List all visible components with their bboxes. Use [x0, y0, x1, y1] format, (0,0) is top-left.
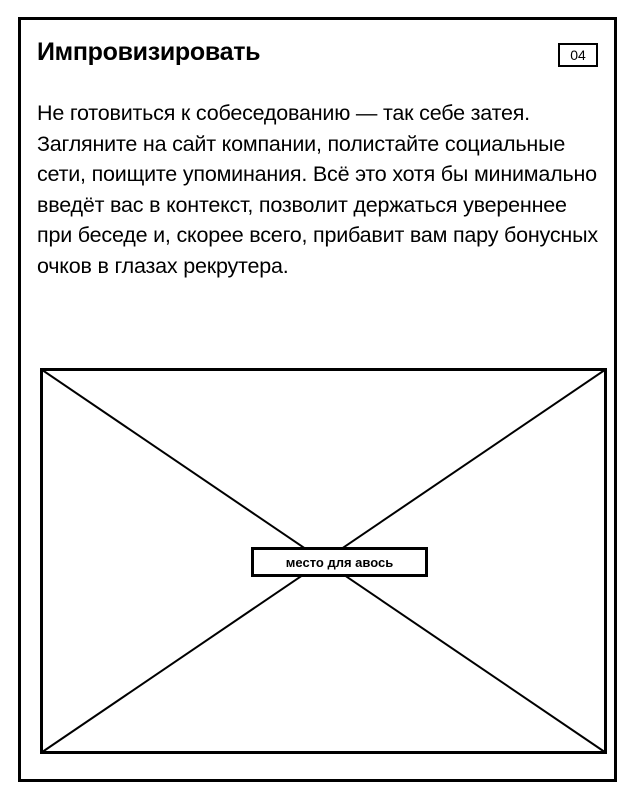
placeholder-label: место для авось: [251, 547, 428, 577]
card: [18, 17, 617, 782]
card-title: Импровизировать: [37, 38, 261, 66]
card-paragraph: Не готовиться к собеседованию — так себе затея. Загляните на сайт компании, полистайте социальные сети, поищите упоминания. Всё это хотя бы минимально введёт вас в контекст, позволит держаться увереннее при беседе и, скорее всего, прибавит вам пару бонусных очков в глазах рекрутера.: [37, 101, 598, 278]
image-placeholder: [40, 368, 607, 754]
card-number-badge: 04: [558, 43, 598, 67]
